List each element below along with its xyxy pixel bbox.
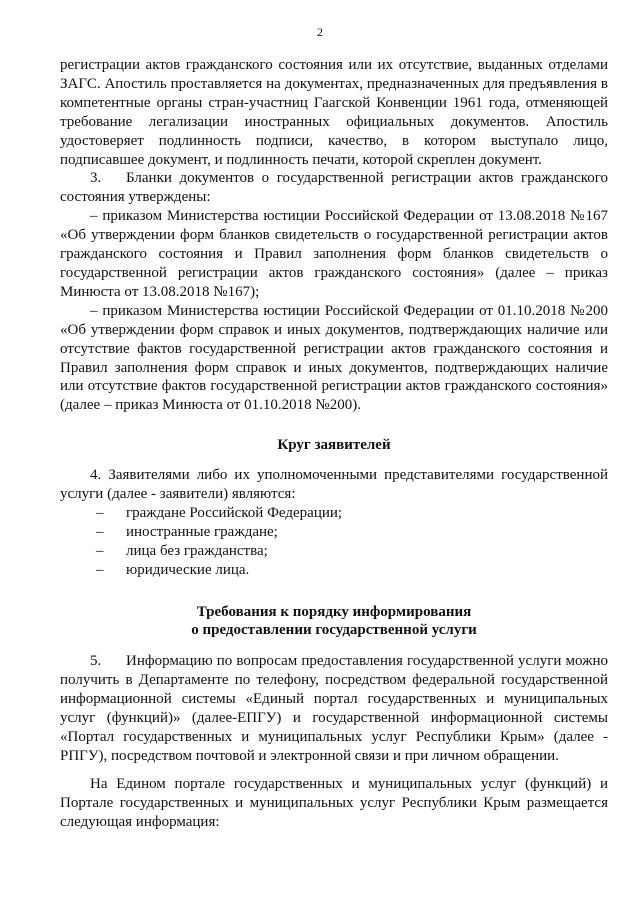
list-item — [60, 523, 608, 542]
list-item-text: иностранные граждане; — [126, 523, 278, 540]
portal-info-paragraph: На Едином портале государственных и муниципальных услуг (функций) и Портале государственных и муниципальных услуг Республики Крым размещается следующая информация: — [60, 775, 608, 830]
list-item — [60, 542, 608, 561]
page-number: 2 — [317, 25, 323, 39]
list-item-text: юридические лица. — [126, 561, 250, 578]
list-item-text: граждане Российской Федерации; — [126, 504, 343, 521]
document-body — [60, 56, 608, 832]
order-167-paragraph: – приказом Министерства юстиции Российской Федерации от 13.08.2018 №167 «Об утверждении форм бланков свидетельств о государственной регистрации актов гражданского состояния и Правил заполнения форм бланков свидетельств о государственной регистрации актов гражданского состояния» (далее – приказ Минюста от 13.08.2018 №167); — [60, 208, 608, 300]
dash-marker: – — [96, 561, 104, 578]
dash-marker: – — [96, 523, 104, 540]
dash-marker: – — [96, 504, 104, 521]
intro-paragraph: регистрации актов гражданского состояния или их отсутствие, выданных отделами ЗАГС. Апостиль проставляется на документах, предназначенных для предъявления в компетентные органы стран-участниц Гаагской Конвенции 1961 года, отменяющей требование легализации иностранных официальных документов. Апостиль удостоверяет подлинность подписи, качество, в котором выступало лицо, подписавшее документ, и подлинность печати, которой скреплен документ. — [60, 57, 608, 168]
dash-marker: – — [96, 542, 104, 559]
list-item — [60, 504, 608, 523]
item-4-paragraph: 4. Заявителями либо их уполномоченными представителями государственной услуги (далее - заявители) являются: — [60, 467, 608, 503]
item-5-paragraph — [60, 652, 608, 765]
item-5-number: 5. — [90, 653, 102, 670]
item-3-number: 3. — [90, 170, 102, 187]
section-heading-informing-line2: о предоставлении государственной услуги — [191, 622, 477, 639]
section-heading-applicants: Круг заявителей — [277, 437, 391, 454]
applicants-list — [60, 504, 608, 580]
item-3-paragraph — [60, 169, 608, 207]
list-item — [60, 561, 608, 580]
order-200-paragraph: – приказом Министерства юстиции Российской Федерации от 01.10.2018 №200 «Об утверждении форм справок и иных документов, подтверждающих наличие или отсутствие фактов государственной регистрации актов гражданского состояния и Правил заполнения форм справок и иных документов, подтверждающих наличие или отсутствие фактов государственной регистрации актов гражданского состояния» (далее – приказ Минюста от 01.10.2018 №200). — [60, 302, 608, 414]
item-5-text: Информацию по вопросам предоставления государственной услуги можно получить в Департаменте по телефону, посредством федеральной государственной информационной системы «Единый портал государственных и муниципальных услуг (функций)» (далее-ЕПГУ) и государственной информационной системы «Портал государственных и муниципальных услуг Республики Крым» (далее - РПГУ), посредством почтовой и электронной связи и при личном обращении. — [60, 653, 608, 764]
item-3-text: Бланки документов о государственной регистрации актов гражданского состояния утверждены: — [60, 170, 608, 206]
list-item-text: лица без гражданства; — [126, 542, 268, 559]
section-heading-informing-line1: Требования к порядку информирования — [196, 603, 472, 620]
